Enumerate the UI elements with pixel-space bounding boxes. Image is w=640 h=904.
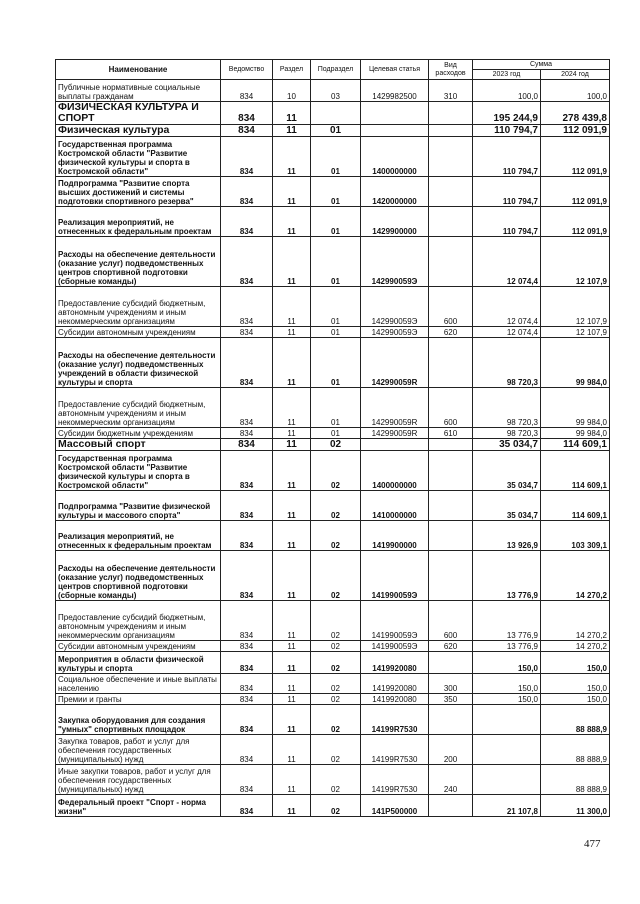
cell-sum-2023: 150,0 [473,652,541,674]
cell-section: 11 [273,765,311,795]
cell-sum-2024: 114 609,1 [541,439,610,451]
cell-exptype [429,125,473,137]
cell-dept: 834 [221,177,273,207]
cell-dept: 834 [221,491,273,521]
cell-sum-2024: 112 091,9 [541,207,610,237]
cell-subsection: 02 [311,694,361,705]
cell-dept: 834 [221,80,273,102]
cell-sum-2023: 35 034,7 [473,451,541,491]
cell-exptype [429,652,473,674]
cell-sum-2024: 12 107,9 [541,287,610,327]
cell-dept: 834 [221,102,273,125]
cell-subsection: 01 [311,428,361,439]
cell-sum-2023: 35 034,7 [473,491,541,521]
cell-sum-2023: 13 776,9 [473,551,541,601]
cell-sum-2023: 150,0 [473,694,541,705]
cell-section: 11 [273,491,311,521]
cell-section: 11 [273,705,311,735]
cell-sum-2024: 88 888,9 [541,735,610,765]
cell-sum-2023 [473,735,541,765]
cell-article: 142990059R [361,388,429,428]
cell-sum-2023: 110 794,7 [473,137,541,177]
cell-subsection: 02 [311,439,361,451]
cell-article [361,439,429,451]
cell-exptype [429,177,473,207]
cell-exptype: 300 [429,674,473,694]
cell-article: 142990059Э [361,237,429,287]
cell-sum-2023: 13 776,9 [473,601,541,641]
table-row [56,795,610,817]
cell-article: 141990059Э [361,601,429,641]
table-row [56,102,610,125]
cell-dept: 834 [221,207,273,237]
cell-name: Мероприятия в области физической культуры и спорта [56,652,221,674]
cell-dept: 834 [221,237,273,287]
cell-sum-2023: 13 926,9 [473,521,541,551]
header-2024: 2024 год [541,70,610,80]
cell-article: 1419900000 [361,521,429,551]
cell-exptype: 240 [429,765,473,795]
cell-section: 11 [273,521,311,551]
cell-section: 11 [273,641,311,652]
cell-name: Закупка оборудования для создания "умных" спортивных площадок [56,705,221,735]
cell-subsection: 01 [311,287,361,327]
table-row [56,652,610,674]
cell-sum-2023: 21 107,8 [473,795,541,817]
table-row [56,137,610,177]
table-row [56,80,610,102]
cell-sum-2023: 12 074,4 [473,327,541,338]
cell-dept: 834 [221,705,273,735]
cell-sum-2023: 35 034,7 [473,439,541,451]
cell-dept: 834 [221,137,273,177]
cell-article: 142990059R [361,428,429,439]
header-section: Раздел [273,60,311,80]
cell-dept: 834 [221,641,273,652]
cell-article: 1429982500 [361,80,429,102]
cell-sum-2023: 98 720,3 [473,428,541,439]
cell-subsection: 02 [311,521,361,551]
cell-sum-2023: 150,0 [473,674,541,694]
cell-sum-2024: 88 888,9 [541,765,610,795]
cell-dept: 834 [221,694,273,705]
cell-section: 11 [273,125,311,137]
cell-name: Предоставление субсидий бюджетным, автономным учреждениям и иным некоммерческим организациям [56,601,221,641]
cell-dept: 834 [221,125,273,137]
cell-sum-2024: 12 107,9 [541,327,610,338]
cell-section: 11 [273,795,311,817]
cell-exptype [429,451,473,491]
table-row [56,705,610,735]
cell-exptype: 350 [429,694,473,705]
table-row [56,207,610,237]
cell-section: 11 [273,207,311,237]
cell-exptype: 600 [429,287,473,327]
cell-subsection: 01 [311,388,361,428]
cell-exptype [429,491,473,521]
cell-subsection: 01 [311,125,361,137]
cell-exptype [429,705,473,735]
cell-dept: 834 [221,735,273,765]
cell-section: 11 [273,674,311,694]
cell-section: 11 [273,388,311,428]
cell-sum-2024: 99 984,0 [541,338,610,388]
cell-subsection: 01 [311,207,361,237]
cell-subsection: 01 [311,177,361,207]
table-row [56,125,610,137]
cell-name: Субсидии автономным учреждениям [56,327,221,338]
table-row [56,641,610,652]
cell-dept: 834 [221,338,273,388]
table-row [56,765,610,795]
cell-article: 142990059Э [361,287,429,327]
cell-dept: 834 [221,674,273,694]
header-subsection: Подраздел [311,60,361,80]
budget-rows [56,80,610,817]
table-row [56,177,610,207]
cell-article: 14199R7530 [361,705,429,735]
cell-name: Субсидии бюджетным учреждениям [56,428,221,439]
cell-name: Расходы на обеспечение деятельности (оказание услуг) подведомственных центров спортивной подготовки (сборные команды) [56,237,221,287]
cell-sum-2024: 88 888,9 [541,705,610,735]
cell-sum-2024: 11 300,0 [541,795,610,817]
cell-subsection: 02 [311,451,361,491]
cell-sum-2024: 278 439,8 [541,102,610,125]
cell-sum-2024: 114 609,1 [541,491,610,521]
cell-sum-2024: 12 107,9 [541,237,610,287]
cell-section: 11 [273,338,311,388]
cell-sum-2023: 12 074,4 [473,237,541,287]
cell-section: 11 [273,237,311,287]
cell-section: 11 [273,601,311,641]
cell-exptype: 600 [429,388,473,428]
cell-name: Расходы на обеспечение деятельности (оказание услуг) подведомственных центров спортивной подготовки (сборные команды) [56,551,221,601]
cell-dept: 834 [221,652,273,674]
header-exptype: Вид расходов [429,60,473,80]
cell-sum-2024: 112 091,9 [541,137,610,177]
table-row [56,439,610,451]
cell-name: Реализация мероприятий, не отнесенных к федеральным проектам [56,207,221,237]
cell-subsection: 02 [311,795,361,817]
cell-sum-2024: 99 984,0 [541,388,610,428]
cell-article: 1410000000 [361,491,429,521]
cell-name: Подпрограмма "Развитие физической культуры и массового спорта" [56,491,221,521]
cell-sum-2024: 103 309,1 [541,521,610,551]
cell-article: 1419920080 [361,674,429,694]
cell-dept: 834 [221,287,273,327]
cell-exptype [429,551,473,601]
cell-article [361,102,429,125]
cell-section: 11 [273,102,311,125]
header-2023: 2023 год [473,70,541,80]
cell-subsection: 02 [311,641,361,652]
cell-article: 1419920080 [361,694,429,705]
cell-sum-2023: 195 244,9 [473,102,541,125]
cell-exptype: 620 [429,327,473,338]
cell-dept: 834 [221,765,273,795]
cell-sum-2023: 110 794,7 [473,177,541,207]
table-row [56,521,610,551]
cell-section: 10 [273,80,311,102]
cell-sum-2024: 100,0 [541,80,610,102]
cell-subsection: 01 [311,137,361,177]
cell-dept: 834 [221,439,273,451]
cell-name: Субсидии автономным учреждениям [56,641,221,652]
cell-subsection [311,102,361,125]
table-row [56,694,610,705]
table-row [56,327,610,338]
cell-sum-2023 [473,705,541,735]
cell-subsection: 02 [311,674,361,694]
cell-dept: 834 [221,428,273,439]
cell-section: 11 [273,137,311,177]
cell-exptype: 200 [429,735,473,765]
table-row [56,287,610,327]
cell-name: Федеральный проект "Спорт - норма жизни" [56,795,221,817]
cell-article: 141990059Э [361,551,429,601]
cell-dept: 834 [221,327,273,338]
cell-sum-2024: 14 270,2 [541,551,610,601]
cell-sum-2023 [473,765,541,795]
cell-section: 11 [273,428,311,439]
cell-article: 142990059Э [361,327,429,338]
cell-exptype [429,795,473,817]
cell-sum-2023: 12 074,4 [473,287,541,327]
cell-subsection: 03 [311,80,361,102]
table-row [56,428,610,439]
cell-subsection: 01 [311,237,361,287]
cell-subsection: 02 [311,705,361,735]
cell-section: 11 [273,694,311,705]
cell-dept: 834 [221,388,273,428]
cell-sum-2023: 98 720,3 [473,338,541,388]
cell-section: 11 [273,439,311,451]
cell-section: 11 [273,451,311,491]
table-row [56,735,610,765]
header-name: Наименование [56,60,221,80]
header-sum: Сумма [473,60,610,70]
table-row [56,338,610,388]
page-number: 477 [584,838,601,850]
cell-subsection: 02 [311,551,361,601]
cell-article: 141990059Э [361,641,429,652]
cell-sum-2024: 114 609,1 [541,451,610,491]
cell-subsection: 02 [311,652,361,674]
cell-sum-2023: 110 794,7 [473,207,541,237]
cell-article: 1419920080 [361,652,429,674]
cell-section: 11 [273,735,311,765]
cell-name: Предоставление субсидий бюджетным, автономным учреждениям и иным некоммерческим организациям [56,388,221,428]
cell-dept: 834 [221,451,273,491]
cell-article [361,125,429,137]
table-row [56,451,610,491]
cell-exptype [429,102,473,125]
cell-article: 1420000000 [361,177,429,207]
cell-exptype: 620 [429,641,473,652]
cell-name: Премии и гранты [56,694,221,705]
cell-subsection: 02 [311,491,361,521]
cell-section: 11 [273,551,311,601]
table-row [56,601,610,641]
cell-article: 14199R7530 [361,765,429,795]
cell-exptype: 600 [429,601,473,641]
cell-sum-2024: 14 270,2 [541,601,610,641]
cell-article: 141P500000 [361,795,429,817]
cell-subsection: 02 [311,765,361,795]
cell-exptype [429,207,473,237]
cell-name: Предоставление субсидий бюджетным, автономным учреждениям и иным некоммерческим организациям [56,287,221,327]
cell-sum-2024: 112 091,9 [541,125,610,137]
table-row [56,551,610,601]
cell-exptype [429,137,473,177]
cell-name: Публичные нормативные социальные выплаты гражданам [56,80,221,102]
table-row [56,491,610,521]
cell-article: 142990059R [361,338,429,388]
cell-name: Государственная программа Костромской области "Развитие физической культуры и спорта в Костромской области" [56,137,221,177]
cell-article: 1400000000 [361,137,429,177]
cell-section: 11 [273,327,311,338]
cell-article: 14199R7530 [361,735,429,765]
cell-dept: 834 [221,521,273,551]
cell-exptype [429,439,473,451]
table-row [56,674,610,694]
cell-exptype [429,338,473,388]
cell-sum-2024: 14 270,2 [541,641,610,652]
cell-exptype [429,521,473,551]
cell-subsection: 02 [311,735,361,765]
cell-sum-2023: 98 720,3 [473,388,541,428]
cell-name: Иные закупки товаров, работ и услуг для обеспечения государственных (муниципальных) нужд [56,765,221,795]
budget-table-sheet [55,59,609,817]
cell-name: Физическая культура [56,125,221,137]
cell-sum-2024: 150,0 [541,694,610,705]
cell-subsection: 01 [311,327,361,338]
cell-section: 11 [273,177,311,207]
cell-article: 1400000000 [361,451,429,491]
cell-sum-2024: 99 984,0 [541,428,610,439]
cell-section: 11 [273,287,311,327]
cell-exptype: 610 [429,428,473,439]
cell-name: Расходы на обеспечение деятельности (оказание услуг) подведомственных учреждений в области физической культуры и спорта [56,338,221,388]
cell-name: Закупка товаров, работ и услуг для обеспечения государственных (муниципальных) нужд [56,735,221,765]
cell-subsection: 02 [311,601,361,641]
cell-subsection: 01 [311,338,361,388]
cell-sum-2023: 13 776,9 [473,641,541,652]
cell-sum-2024: 112 091,9 [541,177,610,207]
header-article: Целевая статья [361,60,429,80]
table-row [56,388,610,428]
cell-name: ФИЗИЧЕСКАЯ КУЛЬТУРА И СПОРТ [56,102,221,125]
cell-exptype: 310 [429,80,473,102]
cell-sum-2024: 150,0 [541,674,610,694]
cell-name: Подпрограмма "Развитие спорта высших достижений и системы подготовки спортивного резерва" [56,177,221,207]
cell-sum-2024: 150,0 [541,652,610,674]
cell-article: 1429900000 [361,207,429,237]
cell-name: Реализация мероприятий, не отнесенных к федеральным проектам [56,521,221,551]
cell-dept: 834 [221,601,273,641]
cell-sum-2023: 100,0 [473,80,541,102]
cell-section: 11 [273,652,311,674]
table-row [56,237,610,287]
budget-table [55,59,610,817]
header-dept: Ведомство [221,60,273,80]
cell-dept: 834 [221,551,273,601]
cell-name: Массовый спорт [56,439,221,451]
cell-name: Социальное обеспечение и иные выплаты населению [56,674,221,694]
cell-name: Государственная программа Костромской области "Развитие физической культуры и спорта в Костромской области" [56,451,221,491]
cell-dept: 834 [221,795,273,817]
cell-sum-2023: 110 794,7 [473,125,541,137]
cell-exptype [429,237,473,287]
